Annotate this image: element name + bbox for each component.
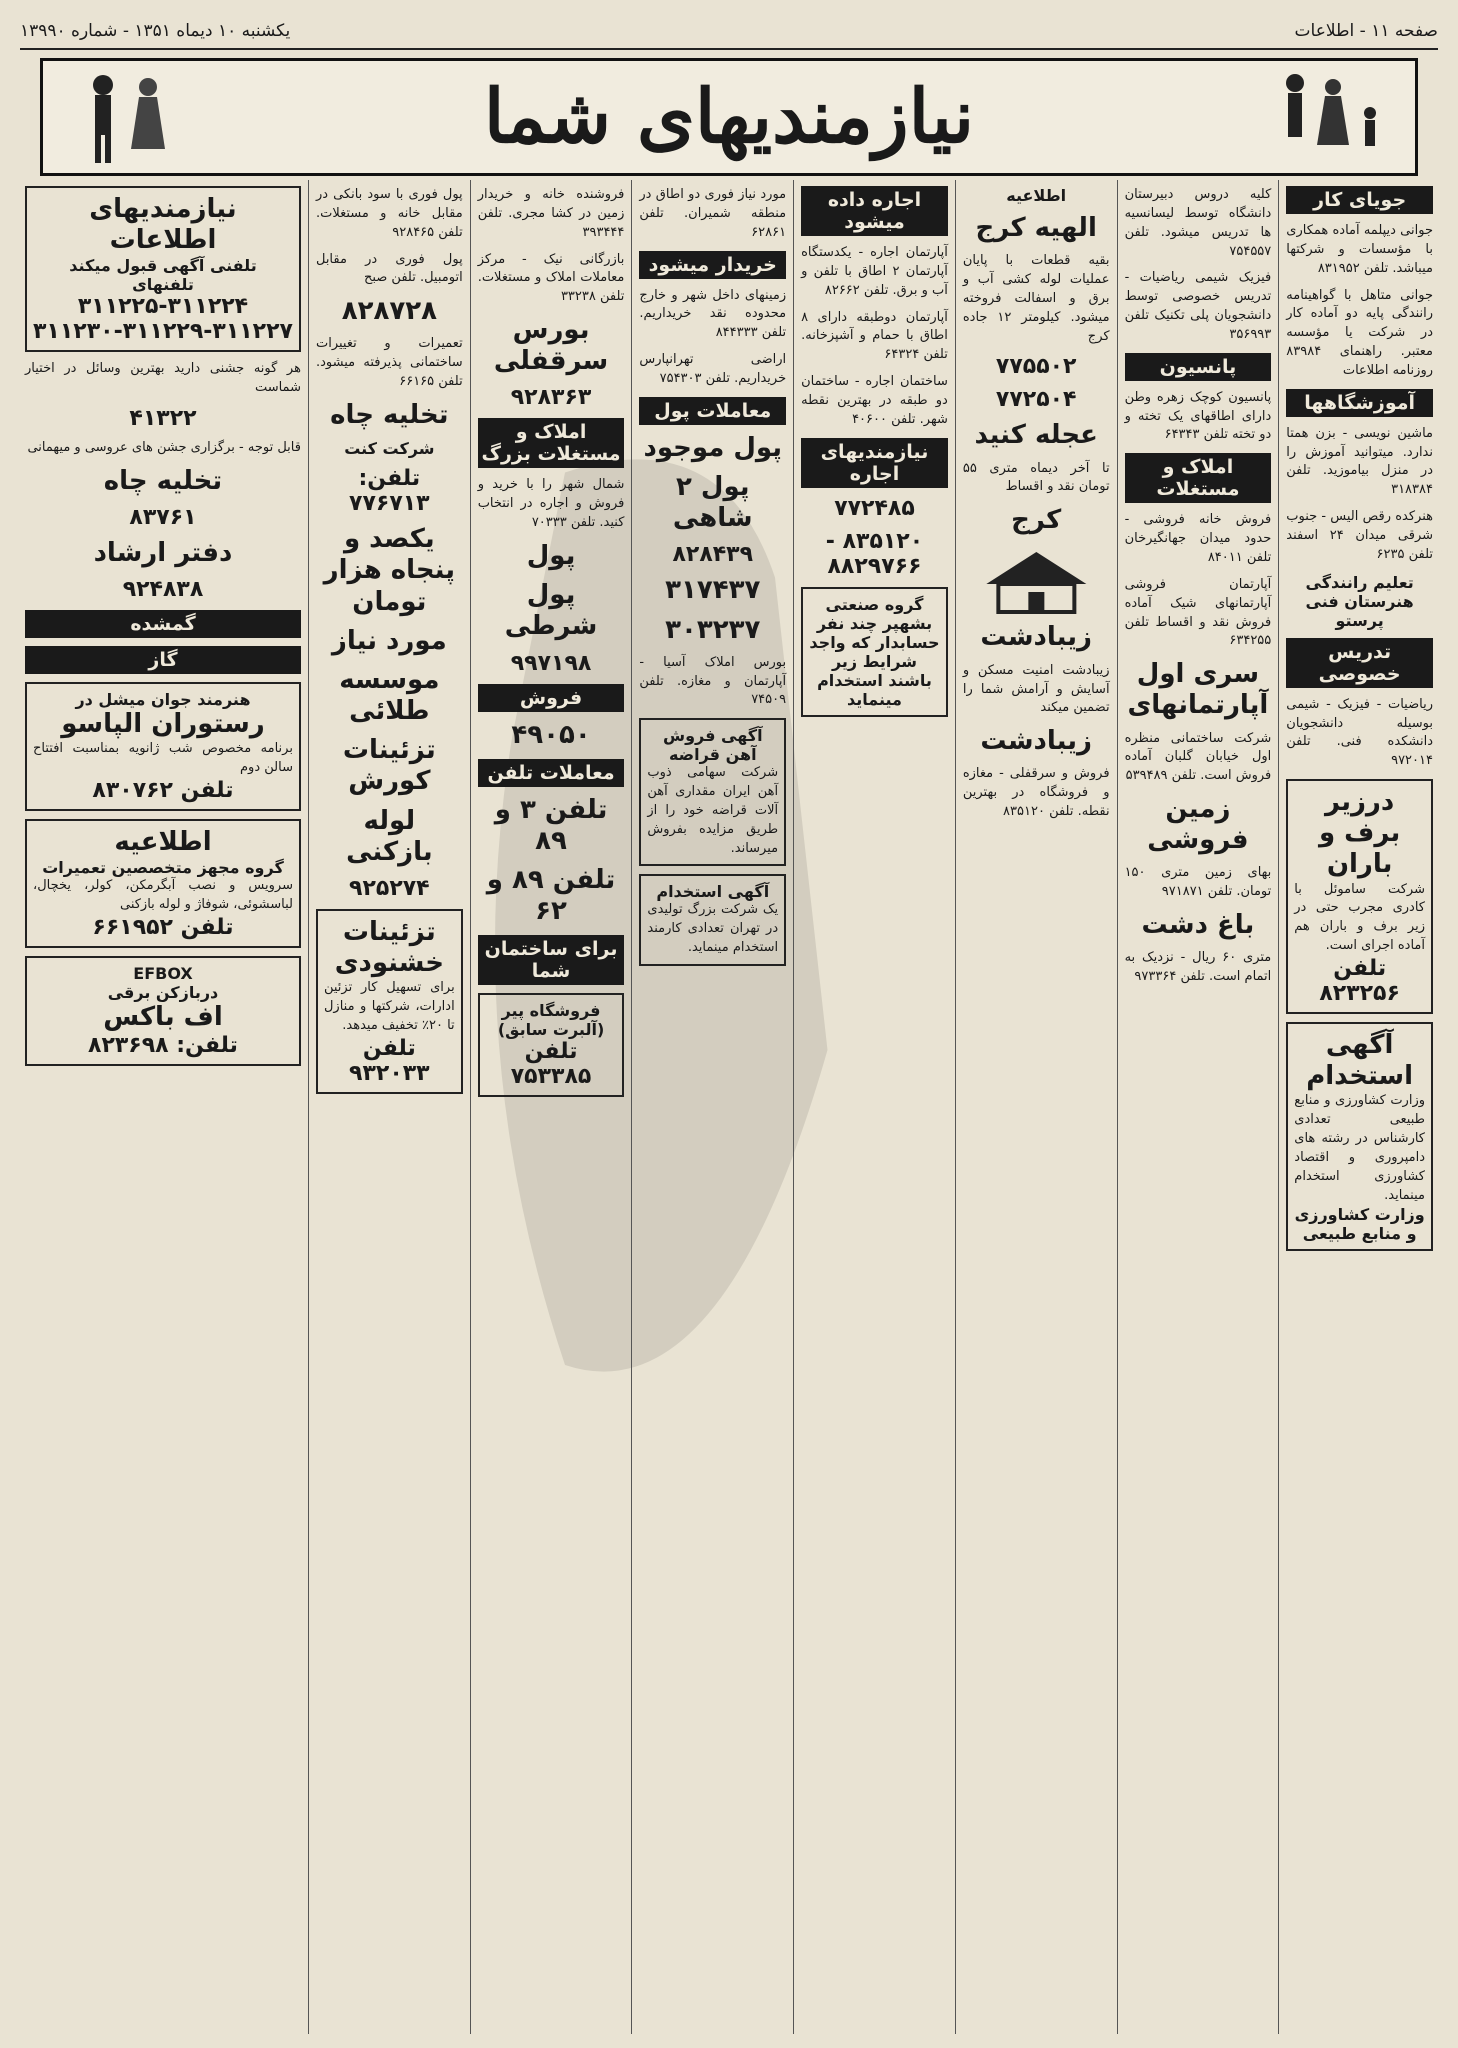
banner — [40, 58, 1418, 176]
ad-phone: تلفن ۸۲۳۲۵۶ — [1319, 955, 1400, 1006]
ad-item: فروشنده خانه و خریدار زمین در کشا مجری. تلفن ۳۹۳۴۴۴ — [477, 187, 625, 240]
ad-item: ریاضیات - فیزیک - شیمی بوسیله دانشجویان دانشکده فنی. تلفن ۹۷۲۰۱۴ — [1286, 696, 1433, 769]
section-large-estate: املاک و مستغلات بزرگ — [478, 418, 625, 468]
ad-headline: آگهی استخدام — [1306, 1029, 1414, 1092]
ad-phone: تلفن ۹۳۲۰۳۳ — [349, 1035, 430, 1086]
ad-phone: ۸۲۸۴۳۹ — [672, 542, 754, 568]
ad-text: وزارت کشاورزی و منابع طبیعی تعدادی کارشناس در رشته های دامپروری و اقتصاد کشاورزی استخدام مینماید. — [1294, 1093, 1425, 1203]
ad-headline: اف باکس — [103, 1002, 223, 1033]
ad-phone-large: ۳۱۷۴۳۷ — [665, 575, 761, 606]
ad-phone: تلفن ۸۳۰۷۶۲ — [92, 778, 234, 804]
ad-item: آپارتمان دوطبقه دارای ۸ اطاق با حمام و آشپزخانه. تلفن ۶۴۳۲۴ — [801, 309, 948, 363]
repair-team-ad — [25, 819, 301, 948]
ad-headline: اطلاعیه — [114, 827, 212, 858]
ad-phone: ۹۲۵۲۷۴ — [349, 876, 430, 901]
efbox-door-opener-ad — [25, 956, 301, 1066]
banner-title: نیازمندیهای شما — [483, 74, 975, 160]
ad-headline: درزیر برف و باران — [1318, 787, 1401, 880]
section-job-seekers: جویای کار — [1286, 186, 1433, 214]
classifieds-grid — [18, 180, 1440, 2034]
ad-headline: آگهی فروش آهن قراضه — [662, 726, 763, 765]
ad-headline: دفتر ارشاد — [93, 538, 233, 569]
ad-headline: عجله کنید — [974, 420, 1098, 451]
ad-item: جوانی متاهل با گواهینامه رانندگی پایه دو آماده کار در شرکت یا مؤسسه معتبر. راهنمای ۸۳۹۸۴ روزنامه اطلاعات — [1286, 287, 1433, 378]
ad-phone: ۸۳۷۶۱ — [129, 505, 197, 531]
ad-item: زیبادشت امنیت مسکن و آسایش و آرامش شما را تضمین میکند — [962, 662, 1110, 716]
ad-item: ساختمان اجاره - ساختمان دو طبقه در بهترین نقطه شهر. تلفن ۴۰۶۰۰ — [801, 374, 948, 427]
house-icon — [963, 544, 1110, 614]
section-real-estate: املاک و مستغلات — [1125, 453, 1272, 503]
ad-phone-large: ۳۰۳۲۳۷ — [665, 614, 761, 645]
ad-phone: ۹۲۸۳۶۳ — [510, 385, 592, 411]
ad-phone: تلفن: ۸۲۳۶۹۸ — [88, 1033, 238, 1059]
ad-headline: تخلیه چاه — [103, 465, 223, 496]
ad-item: بهای زمین متری ۱۵۰ تومان. تلفن ۹۷۱۸۷۱ — [1124, 865, 1272, 900]
ad-item: شمال شهر را با خرید و فروش و اجاره در انتخاب کنید. تلفن ۷۰۳۳۳ — [477, 477, 625, 531]
pier-store-ad — [478, 993, 625, 1097]
khoshnoodi-decoration-ad — [316, 909, 463, 1094]
column-5 — [631, 180, 793, 2034]
page-number: صفحه ۱۱ - اطلاعات — [1294, 21, 1438, 41]
ad-item: هر گونه جشنی دارید بهترین وسائل در اختیار شماست — [25, 361, 301, 396]
ad-text: برنامه مخصوص شب ژانویه بمناسبت افتتاح سالن دوم — [33, 741, 293, 776]
ad-item: آپارتمان فروشی آپارتمانهای شیک آماده فروش نقد و اقساط تلفن ۶۳۴۲۵۵ — [1124, 576, 1272, 649]
ad-headline: تزئینات کورش — [342, 735, 436, 797]
ad-phone: ۹۲۴۸۳۸ — [122, 577, 204, 603]
ad-headline: پول — [526, 540, 576, 571]
ad-headline: آگهی استخدام — [656, 882, 770, 902]
box-title: نیازمندیهای اطلاعات — [89, 194, 237, 256]
column-1 — [1278, 180, 1440, 2034]
section-sale: فروش — [478, 684, 625, 712]
ad-phone: ۹۹۷۱۹۸ — [510, 650, 592, 676]
section-for-rent: اجاره داده میشود — [801, 186, 948, 236]
column-3 — [955, 180, 1117, 2034]
ad-item: فروش خانه فروشی - حدود میدان جهانگیرخان تلفن ۸۴۰۱۱ — [1124, 512, 1272, 565]
ad-headline: تخلیه چاه — [330, 399, 449, 430]
ad-headline: بورس سرقفلی — [493, 315, 609, 377]
ad-item: کلیه دروس دبیرستان دانشگاه توسط لیسانسیه ها تدریس میشود. تلفن ۷۵۴۵۵۷ — [1124, 187, 1272, 259]
ad-text: سرویس و نصب آبگرمکن، کولر، یخچال، لباسشوئی، شوفاژ و لوله بازکنی — [33, 878, 293, 913]
ad-headline: فروشگاه پیر (آلبرت سابق) — [497, 1001, 605, 1040]
ad-item: بازرگانی نیک - مرکز معاملات املاک و مستغلات. تلفن ۳۳۲۳۸ — [477, 251, 625, 305]
ad-headline: تزئینات خشنودی — [334, 917, 444, 979]
ad-headline: سری اول آپارتمانهای — [1127, 659, 1269, 721]
ad-phone: تلفن ۶۶۱۹۵۲ — [92, 915, 234, 941]
ad-item: بقیه قطعات با پایان عملیات لوله کشی آب و برق و اسفالت فروخته میشود. کیلومتر ۱۲ جاده کرج — [962, 253, 1110, 344]
ad-text: یک شرکت بزرگ تولیدی در تهران تعدادی کارمند استخدام مینماید. — [647, 902, 779, 956]
ad-text: برای تسهیل کار تزئین ادارات، شرکتها و منازل تا ۲۰٪ تخفیف میدهد. — [323, 980, 455, 1034]
ad-title: اطلاعیه — [1006, 186, 1067, 205]
ad-subtitle: دربازکن برقی — [107, 983, 219, 1003]
ad-item: بورس املاک آسیا - آپارتمان و مغازه. تلفن ۷۴۵۰۹ — [639, 654, 787, 708]
ad-title: تعلیم رانندگی هنرستان فنی پرستو — [1305, 572, 1414, 630]
ad-headline: الهیه کرج — [975, 213, 1097, 243]
ad-headline: یکصد و پنجاه هزار تومان — [323, 524, 455, 617]
brand-latin: EFBOX — [133, 964, 193, 984]
column-2 — [1117, 180, 1279, 2034]
ad-item: شرکت ساختمانی منظره اول خیابان گلبان آماده فروش است. تلفن ۵۳۹۴۸۹ — [1124, 730, 1272, 784]
ad-headline: لوله بازکنی — [346, 805, 433, 867]
ad-signature: وزارت کشاورزی و منابع طبیعی — [1294, 1205, 1425, 1244]
section-money-deals: معاملات پول — [639, 397, 786, 425]
ad-item: آپارتمان اجاره - یکدستگاه آپارتمان ۲ اطاق با تلفن و آب و برق. تلفن ۸۲۶۶۲ — [801, 245, 948, 298]
ad-phone: ۷۷۲۴۸۵ — [834, 495, 915, 521]
ad-item: اراضی تهرانپارس خریداریم. تلفن ۷۵۴۳۰۳ — [639, 352, 787, 386]
ad-headline: گروه صنعتی بشهپر چند نفر حسابدار که واجد شرایط زیر باشند استخدام مینماید — [809, 594, 940, 709]
ad-title: شرکت کنت — [344, 439, 435, 459]
ad-item: متری ۶۰ ریال - نزدیک به اتمام است. تلفن ۹۷۳۳۶۴ — [1124, 950, 1272, 985]
ad-subtitle: هنرمند جوان میشل در — [75, 690, 251, 710]
accountant-hire-ad — [801, 587, 948, 717]
ad-headline: موسسه طلائی — [339, 664, 440, 727]
ad-phone: ۴۱۳۲۲ — [129, 406, 197, 432]
section-rent-wanted: نیازمندیهای اجاره — [801, 438, 948, 488]
ad-item: تعمیرات و تغییرات ساختمانی پذیرفته میشود. تلفن ۶۶۱۶۵ — [315, 336, 463, 390]
column-4 — [793, 180, 955, 2034]
section-buying: خریدار میشود — [639, 251, 786, 279]
header-line — [20, 14, 1438, 50]
ad-item: قابل توجه - برگزاری جشن های عروسی و میهمانی — [27, 440, 301, 456]
ad-headline: تلفن ۳ و ۸۹ — [494, 794, 608, 856]
employment-ad — [639, 874, 786, 966]
ad-phone-large: ۸۲۸۷۲۸ — [341, 296, 437, 327]
ad-headline: رستوران الپاسو — [61, 709, 265, 740]
section-lost: گمشده — [25, 610, 301, 638]
snow-rain-ad — [1286, 779, 1433, 1014]
ad-headline: کرج — [1011, 505, 1062, 536]
ad-phone: تلفن ۷۵۳۳۸۵ — [510, 1039, 592, 1090]
ad-phone: ۸۳۵۱۲۰ - ۸۸۲۹۷۶۶ — [825, 528, 924, 579]
section-for-your-building: برای ساختمان شما — [478, 935, 625, 985]
column-7 — [308, 180, 470, 2034]
ad-phone: ۷۷۵۵۰۲ — [995, 354, 1077, 380]
ad-headline: مورد نیاز — [331, 625, 447, 656]
issue-date: یکشنبه ۱۰ دیماه ۱۳۵۱ - شماره ۱۳۹۹۰ — [20, 21, 291, 41]
box-phones: ۳۱۱۲۲۵-۳۱۱۲۲۴ — [77, 294, 249, 320]
ad-headline: زیبادشت — [980, 726, 1092, 757]
ad-item: جوانی دیپلمه آماده همکاری با مؤسسات و شرکتها میباشد. تلفن ۸۳۱۹۵۲ — [1286, 223, 1433, 276]
ad-headline: تلفن ۸۹ و ۶۲ — [486, 865, 616, 927]
ad-item: پول فوری با سود بانکی در مقابل خانه و مستغلات. تلفن ۹۲۸۴۶۵ — [315, 187, 463, 240]
couple-illustration — [53, 69, 203, 165]
ad-text: شرکت سهامی ذوب آهن ایران مقداری آهن آلات قراضه خود را از طریق مزایده بفروش میرساند. — [647, 765, 779, 856]
ad-item: تا آخر دیماه متری ۵۵ تومان نقد و اقساط — [962, 460, 1110, 495]
section-pension: پانسیون — [1125, 353, 1272, 381]
section-private-tutoring: تدریس خصوصی — [1286, 638, 1433, 688]
family-illustration — [1255, 69, 1405, 165]
ad-item: هنرکده رقص الیس - جنوب شرقی میدان ۲۴ اسفند تلفن ۶۲۳۵ — [1286, 509, 1434, 562]
section-phone-deals: معاملات تلفن — [478, 759, 625, 787]
ad-phone: تلفن: ۷۷۶۷۱۳ — [349, 466, 430, 517]
phone-ads-box — [25, 186, 301, 352]
ad-item: فیزیک شیمی ریاضیات - تدریس خصوصی توسط دانشجویان پلی تکنیک تلفن ۳۵۶۹۹۳ — [1124, 270, 1272, 342]
ad-subtitle: گروه مجهز متخصصین تعمیرات — [42, 858, 284, 878]
ad-item: پول فوری در مقابل اتومبیل. تلفن صبح — [315, 251, 463, 286]
box-phones: ۳۱۱۲۳۰-۳۱۱۲۲۹-۳۱۱۲۲۷ — [33, 319, 293, 345]
ad-headline: پول موجود — [643, 432, 782, 463]
ad-headline: پول ۲ شاهی — [672, 471, 753, 534]
section-schools: آموزشگاهها — [1286, 389, 1433, 417]
ad-item: ماشین نویسی - بزن همتا ندارد. میتوانید آموزش را در منزل بیاموزید. تلفن ۳۱۸۳۸۴ — [1286, 425, 1433, 498]
ad-phone: ۷۷۲۵۰۴ — [995, 387, 1077, 413]
ad-headline: باغ دشت — [1141, 910, 1255, 941]
ad-phone-large: ۴۹۰۵۰ — [511, 719, 591, 750]
ad-headline: زمین فروشی — [1147, 794, 1249, 856]
ad-item: زمینهای داخل شهر و خارج محدوده نقد خریداریم. تلفن ۸۴۴۳۳۳ — [639, 287, 787, 341]
scrap-iron-sale-ad — [639, 718, 786, 866]
el-paso-restaurant-ad — [25, 682, 301, 811]
section-gas: گاز — [25, 646, 301, 674]
brand-logo: زیبادشت — [980, 622, 1092, 653]
employment-ad — [1286, 1022, 1433, 1251]
ad-item: فروش و سرقفلی - مغازه و فروشگاه در بهترین نقطه. تلفن ۸۳۵۱۲۰ — [962, 766, 1110, 820]
column-6 — [470, 180, 632, 2034]
box-phones-label: تلفنهای — [132, 275, 194, 295]
ad-text: شرکت ساموئل با کادری مجرب حتی در زیر برف و باران هم آماده اجرای است. — [1294, 881, 1425, 954]
box-subtitle: تلفنی آگهی قبول میکند — [69, 256, 257, 276]
ad-item: مورد نیاز فوری دو اطاق در منطقه شمیران. تلفن ۶۲۸۶۱ — [639, 187, 787, 240]
column-8 — [18, 180, 308, 2034]
ad-item: پانسیون کوچک زهره وطن دارای اطاقهای یک تخته و دو تخته تلفن ۶۴۳۴۳ — [1124, 389, 1272, 443]
ad-headline: پول شرطی — [504, 580, 598, 642]
